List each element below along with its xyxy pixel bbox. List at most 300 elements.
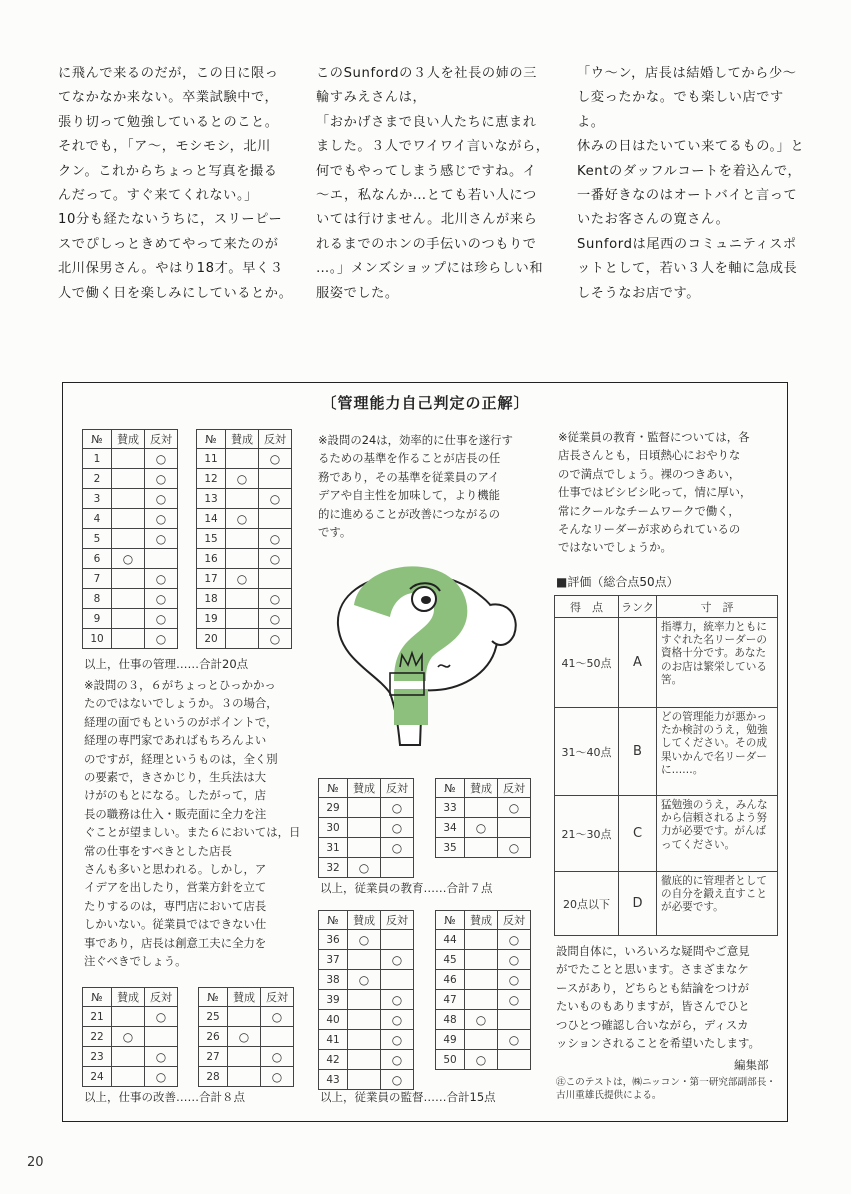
- note-line: ではないでしょうか。: [558, 540, 672, 555]
- caption-supervision: 以上，従業員の監督……合計15点: [320, 1090, 496, 1104]
- disagree-cell: [261, 1027, 294, 1047]
- question-number: 23: [83, 1047, 112, 1067]
- closing-text: [556, 942, 782, 1052]
- column-line: 何でもやってしまう感じですね。イ: [316, 163, 537, 179]
- question-number: 7: [83, 569, 112, 589]
- note-line: です。: [318, 525, 352, 540]
- agree-cell: [112, 529, 145, 549]
- answer-row: [319, 950, 414, 970]
- question-number: 49: [436, 1030, 465, 1050]
- disagree-cell: [498, 1010, 531, 1030]
- question-number: 45: [436, 950, 465, 970]
- agree-cell: [112, 629, 145, 649]
- disagree-cell: ○: [259, 449, 292, 469]
- disagree-cell: ○: [498, 970, 531, 990]
- column-line: ットとして，若い３人を軸に急成長: [577, 261, 798, 277]
- answer-row: [83, 529, 178, 549]
- answer-row: [83, 509, 178, 529]
- agree-cell: [465, 950, 498, 970]
- question-number: 41: [319, 1030, 348, 1050]
- disagree-cell: ○: [381, 950, 414, 970]
- question-number: 40: [319, 1010, 348, 1030]
- disagree-cell: ○: [261, 1007, 294, 1027]
- answer-header: 賛成: [226, 430, 259, 449]
- agree-cell: [348, 950, 381, 970]
- answer-row: [83, 1067, 178, 1087]
- question-number: 47: [436, 990, 465, 1010]
- disagree-cell: [498, 1050, 531, 1070]
- note-line: しかいない。従業員ではできない仕: [84, 917, 267, 932]
- agree-cell: [228, 1067, 261, 1087]
- question-number: 13: [197, 489, 226, 509]
- question-number: 46: [436, 970, 465, 990]
- answer-row: [436, 1050, 531, 1070]
- question-number: 42: [319, 1050, 348, 1070]
- answer-header: 賛成: [112, 430, 145, 449]
- disagree-cell: ○: [381, 1050, 414, 1070]
- answer-row: [197, 509, 292, 529]
- question-number: 22: [83, 1027, 112, 1047]
- note-line: 仕事ではビシビシ叱って，情に厚い，: [558, 485, 752, 500]
- agree-cell: [228, 1047, 261, 1067]
- column-line: スでぴしっときめてやって来たのが: [58, 236, 279, 252]
- table-36-43: [318, 910, 414, 1090]
- agree-cell: [348, 990, 381, 1010]
- question-number: 18: [197, 589, 226, 609]
- agree-cell: [226, 449, 259, 469]
- column-2: [316, 62, 552, 306]
- column-line: 人で働く日を楽しみにしているとか。: [58, 285, 293, 301]
- question-number: 6: [83, 549, 112, 569]
- disagree-cell: ○: [381, 818, 414, 838]
- column-line: 張り切って勉強しているとのこと。: [58, 114, 279, 130]
- agree-cell: ○: [112, 1027, 145, 1047]
- answer-header: 賛成: [465, 779, 498, 798]
- answer-row: [83, 449, 178, 469]
- column-line: てなかなか来ない。卒業試験中で，: [58, 90, 279, 106]
- agree-cell: [226, 589, 259, 609]
- agree-cell: [465, 990, 498, 1010]
- disagree-cell: [498, 818, 531, 838]
- note-management: [84, 676, 306, 971]
- answer-row: [83, 469, 178, 489]
- question-number: 39: [319, 990, 348, 1010]
- column-line: …。」メンズショップには珍らしい和: [316, 261, 544, 277]
- eval-score: 31～40点: [555, 708, 619, 796]
- note-line: ※設問の24は，効率的に仕事を遂行す: [318, 433, 513, 447]
- answer-header: 反対: [145, 430, 178, 449]
- column-line: 一番好きなのはオートバイと言って: [577, 188, 798, 204]
- answer-header: 賛成: [112, 988, 145, 1007]
- eval-header-comment: 寸 評: [657, 596, 778, 618]
- note-line: の要素で，きさかじり，生兵法は大: [84, 770, 267, 785]
- answer-header: №: [83, 988, 112, 1007]
- note-line: ので満点でしょう。裸のつきあい，: [558, 466, 741, 481]
- note-line: 事であり，店長は創意工夫に全力を: [84, 935, 267, 950]
- disagree-cell: ○: [261, 1067, 294, 1087]
- agree-cell: [348, 838, 381, 858]
- note-line: 的に進めることが改善につながるの: [318, 506, 501, 521]
- answer-header: №: [319, 911, 348, 930]
- answer-row: [197, 449, 292, 469]
- question-number: 48: [436, 1010, 465, 1030]
- disagree-cell: ○: [381, 1010, 414, 1030]
- question-number: 4: [83, 509, 112, 529]
- agree-cell: ○: [348, 970, 381, 990]
- eval-comment: どの管理能力が悪かったか検討のうえ，勉強してください。その成果いかんで名リーダーに……。: [657, 708, 778, 796]
- column-line: しそうなお店です。: [577, 285, 701, 301]
- column-3: [577, 62, 807, 306]
- question-number: 5: [83, 529, 112, 549]
- evaluation-table: [554, 595, 778, 936]
- eval-rank: A: [619, 618, 657, 708]
- column-line: 休みの日はたいてい来てるもの。」と: [577, 139, 805, 155]
- answer-row: [319, 1050, 414, 1070]
- note-line: るための基準を作ることが店長の任: [318, 451, 501, 466]
- answer-row: [436, 798, 531, 818]
- agree-cell: [348, 1070, 381, 1090]
- answer-row: [319, 990, 414, 1010]
- answer-header: 反対: [261, 988, 294, 1007]
- disagree-cell: [259, 469, 292, 489]
- question-number: 27: [199, 1047, 228, 1067]
- note-line: 常にクールなチームワークで働く，: [558, 503, 740, 518]
- note-line: 務であり，その基準を従業員のアイ: [318, 469, 500, 484]
- disagree-cell: ○: [259, 529, 292, 549]
- answer-header: 反対: [498, 779, 531, 798]
- note-line: たいものもありますが，皆さんでひと: [556, 999, 750, 1014]
- answer-header: 賛成: [465, 911, 498, 930]
- column-line: 10分も経たないうちに，スリーピー: [58, 212, 283, 228]
- question-number: 30: [319, 818, 348, 838]
- question-number: 28: [199, 1067, 228, 1087]
- disagree-cell: ○: [259, 629, 292, 649]
- disagree-cell: ○: [145, 509, 178, 529]
- answer-header: 賛成: [228, 988, 261, 1007]
- column-line: Kentのダッフルコートを着込んで，: [577, 163, 802, 179]
- disagree-cell: ○: [498, 798, 531, 818]
- agree-cell: [112, 1007, 145, 1027]
- agree-cell: ○: [465, 1010, 498, 1030]
- note-line: 経理の専門家であればもちろんよい: [84, 733, 267, 748]
- answer-row: [319, 1070, 414, 1090]
- column-line: に飛んで来るのだが，この日に限っ: [58, 66, 279, 81]
- agree-cell: ○: [226, 509, 259, 529]
- column-line: いたお客さんの寛さん。: [577, 212, 730, 228]
- agree-cell: ○: [465, 1050, 498, 1070]
- editor-signature: 編集部: [734, 1058, 769, 1072]
- answer-row: [319, 970, 414, 990]
- agree-cell: ○: [226, 469, 259, 489]
- note-line: けがのもとになる。したがって，店: [84, 788, 267, 803]
- column-line: Sunfordは尾西のコミュニティスポ: [577, 236, 797, 252]
- note-line: ※従業員の教育・監督については，各: [558, 430, 750, 444]
- note-line: さんも多いと思われる。しかし，ア: [84, 862, 267, 877]
- answer-header: №: [436, 911, 465, 930]
- answer-row: [436, 838, 531, 858]
- disagree-cell: ○: [145, 589, 178, 609]
- question-number: 12: [197, 469, 226, 489]
- eval-rank: D: [619, 872, 657, 936]
- answer-header: 反対: [259, 430, 292, 449]
- question-number: 35: [436, 838, 465, 858]
- note-line: ※設問の３，６がちょっとひっかかっ: [84, 678, 276, 692]
- question-number: 24: [83, 1067, 112, 1087]
- note-line: たりするのは，専門店において店長: [84, 898, 267, 913]
- table-11-20: [196, 429, 292, 649]
- note-line: のですが，経理というものは，全く別: [84, 751, 278, 766]
- answer-row: [199, 1027, 294, 1047]
- agree-cell: [348, 1010, 381, 1030]
- column-line: 「ウ～ン，店長は結婚してから少～: [577, 66, 797, 81]
- column-line: 「おかげさまで良い人たちに恵まれ: [316, 114, 537, 130]
- answer-row: [197, 529, 292, 549]
- agree-cell: [226, 489, 259, 509]
- question-number: 8: [83, 589, 112, 609]
- answer-row: [197, 549, 292, 569]
- answer-row: [436, 990, 531, 1010]
- agree-cell: [112, 469, 145, 489]
- answer-row: [197, 589, 292, 609]
- eval-score: 20点以下: [555, 872, 619, 936]
- answer-row: [436, 950, 531, 970]
- disagree-cell: ○: [381, 798, 414, 818]
- disagree-cell: ○: [145, 569, 178, 589]
- disagree-cell: ○: [261, 1047, 294, 1067]
- column-line: ～エ，私なんか…とても若い人につ: [316, 188, 537, 204]
- disagree-cell: ○: [259, 589, 292, 609]
- agree-cell: ○: [112, 549, 145, 569]
- agree-cell: ○: [465, 818, 498, 838]
- agree-cell: [112, 609, 145, 629]
- note-line: たのではないでしょうか。３の場合，: [84, 696, 278, 711]
- table-25-28: [198, 987, 294, 1087]
- note-line: ッションされることを希望いたします。: [556, 1036, 760, 1051]
- answer-row: [83, 609, 178, 629]
- disagree-cell: ○: [145, 529, 178, 549]
- box-title: 〔管理能力自己判定の正解〕: [321, 394, 530, 412]
- column-line: いては行けません。北川さんが来ら: [316, 212, 538, 228]
- eval-comment: 徹底的に管理者としての自分を鍛え直すことが必要です。: [657, 872, 778, 936]
- note-education-supervision: [558, 428, 780, 557]
- disagree-cell: ○: [381, 1030, 414, 1050]
- agree-cell: [226, 549, 259, 569]
- agree-cell: [112, 489, 145, 509]
- agree-cell: [465, 970, 498, 990]
- question-number: 36: [319, 930, 348, 950]
- agree-cell: ○: [348, 858, 381, 878]
- question-number: 34: [436, 818, 465, 838]
- answer-row: [436, 1010, 531, 1030]
- eval-rank: B: [619, 708, 657, 796]
- answer-header: №: [199, 988, 228, 1007]
- question-number: 15: [197, 529, 226, 549]
- disagree-cell: ○: [145, 489, 178, 509]
- note-line: 経理の面でもというのがポイントで，: [84, 714, 278, 729]
- note-line: 長の職務は仕入・販売面に全力を注: [84, 806, 267, 821]
- agree-cell: ○: [228, 1027, 261, 1047]
- column-line: 北川保男さん。やはり18才。早く３: [58, 261, 284, 277]
- answer-header: №: [83, 430, 112, 449]
- column-line: 輪すみえさんは，: [316, 90, 427, 106]
- column-line: 服姿でした。: [316, 285, 399, 301]
- disagree-cell: [381, 930, 414, 950]
- note-line: そんなリーダーが求められているの: [558, 522, 741, 537]
- answer-row: [197, 489, 292, 509]
- answer-row: [319, 818, 414, 838]
- agree-cell: [228, 1007, 261, 1027]
- answer-header: 反対: [145, 988, 178, 1007]
- column-line: んだって。すぐ来てくれない。」: [58, 188, 258, 204]
- answer-header: 反対: [381, 911, 414, 930]
- note-line: つひとつ確認し合いながら，ディスカ: [556, 1017, 749, 1032]
- disagree-cell: ○: [381, 1070, 414, 1090]
- question-number: 32: [319, 858, 348, 878]
- answer-header: 反対: [498, 911, 531, 930]
- disagree-cell: ○: [498, 990, 531, 1010]
- note-line: ースがあり，どちらとも結論をつけが: [556, 980, 750, 995]
- answer-row: [319, 930, 414, 950]
- column-line: れるまでのホンの手伝いのつもりで: [316, 236, 537, 252]
- agree-cell: [112, 1047, 145, 1067]
- agree-cell: [112, 589, 145, 609]
- agree-cell: [112, 1067, 145, 1087]
- question-number: 31: [319, 838, 348, 858]
- question-number: 44: [436, 930, 465, 950]
- question-number: 50: [436, 1050, 465, 1070]
- answer-row: [436, 930, 531, 950]
- agree-cell: [226, 609, 259, 629]
- answer-row: [197, 629, 292, 649]
- answer-row: [319, 858, 414, 878]
- question-number: 2: [83, 469, 112, 489]
- note-line: 設問自体に，いろいろな疑問やご意見: [556, 944, 750, 958]
- question-number: 21: [83, 1007, 112, 1027]
- agree-cell: [465, 1030, 498, 1050]
- answer-row: [319, 838, 414, 858]
- disagree-cell: [381, 858, 414, 878]
- disagree-cell: ○: [145, 629, 178, 649]
- answer-row: [319, 798, 414, 818]
- credit-note: ㊟このテストは，㈱ニッコン・第一研究部副部長・古川重雄氏提供による。: [556, 1077, 776, 1101]
- evaluation-title: ■評価（総合点50点）: [556, 575, 679, 589]
- answer-row: [83, 569, 178, 589]
- question-number: 17: [197, 569, 226, 589]
- disagree-cell: ○: [498, 930, 531, 950]
- note-line: ぐことが望ましい。また６においては，日常の仕事をすべきとした店長: [84, 825, 301, 858]
- note-line: 注ぐべきでしょう。: [84, 954, 187, 969]
- agree-cell: [465, 798, 498, 818]
- question-number: 14: [197, 509, 226, 529]
- disagree-cell: ○: [145, 1067, 178, 1087]
- answer-row: [436, 1030, 531, 1050]
- disagree-cell: ○: [498, 1030, 531, 1050]
- question-number: 43: [319, 1070, 348, 1090]
- eval-comment: 猛勉強のうえ，みんなから信頼されるよう努力が必要です。がんばってください。: [657, 796, 778, 872]
- question-number: 29: [319, 798, 348, 818]
- disagree-cell: [381, 970, 414, 990]
- disagree-cell: [259, 509, 292, 529]
- answer-row: [83, 489, 178, 509]
- question-number: 1: [83, 449, 112, 469]
- column-line: し変ったかな。でも楽しい店ですよ。: [577, 90, 784, 130]
- answer-row: [197, 569, 292, 589]
- disagree-cell: ○: [498, 838, 531, 858]
- caption-education: 以上，従業員の教育……合計７点: [320, 881, 493, 895]
- answer-header: №: [197, 430, 226, 449]
- table-44-50: [435, 910, 531, 1070]
- answer-row: [83, 549, 178, 569]
- question-number: 10: [83, 629, 112, 649]
- disagree-cell: ○: [259, 549, 292, 569]
- answer-row: [197, 609, 292, 629]
- eval-header-score: 得 点: [555, 596, 619, 618]
- answer-header: 賛成: [348, 911, 381, 930]
- answer-row: [436, 818, 531, 838]
- caption-management: 以上，仕事の管理……合計20点: [84, 657, 249, 671]
- eval-comment: 指導力，統率力ともにすぐれた名リーダーの資格十分です。あなたのお店は繁栄している筈。: [657, 618, 778, 708]
- note-improvement: [318, 431, 544, 541]
- question-number: 16: [197, 549, 226, 569]
- page-number: 20: [27, 1155, 44, 1170]
- disagree-cell: ○: [381, 990, 414, 1010]
- column-1: [58, 62, 294, 306]
- column-line: このSunfordの３人を社長の姉の三: [316, 66, 538, 81]
- answer-header: 反対: [381, 779, 414, 798]
- agree-cell: [348, 1030, 381, 1050]
- answer-row: [319, 1010, 414, 1030]
- agree-cell: [348, 1050, 381, 1070]
- answer-header: №: [319, 779, 348, 798]
- agree-cell: [112, 569, 145, 589]
- disagree-cell: ○: [381, 838, 414, 858]
- disagree-cell: [259, 569, 292, 589]
- agree-cell: [348, 798, 381, 818]
- agree-cell: [465, 930, 498, 950]
- table-1-10: [82, 429, 178, 649]
- answer-row: [83, 1007, 178, 1027]
- question-number: 19: [197, 609, 226, 629]
- eval-score: 41～50点: [555, 618, 619, 708]
- disagree-cell: ○: [145, 469, 178, 489]
- answer-row: [199, 1007, 294, 1027]
- disagree-cell: ○: [259, 489, 292, 509]
- agree-cell: [226, 529, 259, 549]
- answer-row: [83, 629, 178, 649]
- disagree-cell: ○: [145, 1047, 178, 1067]
- answer-row: [83, 1027, 178, 1047]
- disagree-cell: [145, 549, 178, 569]
- answer-row: [199, 1067, 294, 1087]
- question-number: 25: [199, 1007, 228, 1027]
- answer-header: 賛成: [348, 779, 381, 798]
- table-21-24: [82, 987, 178, 1087]
- question-number: 20: [197, 629, 226, 649]
- agree-cell: [465, 838, 498, 858]
- disagree-cell: ○: [145, 449, 178, 469]
- question-number: 37: [319, 950, 348, 970]
- answer-header: №: [436, 779, 465, 798]
- note-line: がでたことと思います。さまざまなケ: [556, 962, 749, 977]
- note-line: イデアを出したり，営業方針を立て: [84, 880, 267, 895]
- question-number: 26: [199, 1027, 228, 1047]
- disagree-cell: ○: [145, 1007, 178, 1027]
- disagree-cell: [145, 1027, 178, 1047]
- table-33-35: [435, 778, 531, 858]
- note-line: 店長さんとも，日頃熱心におやりな: [558, 448, 741, 463]
- disagree-cell: ○: [145, 609, 178, 629]
- question-number: 11: [197, 449, 226, 469]
